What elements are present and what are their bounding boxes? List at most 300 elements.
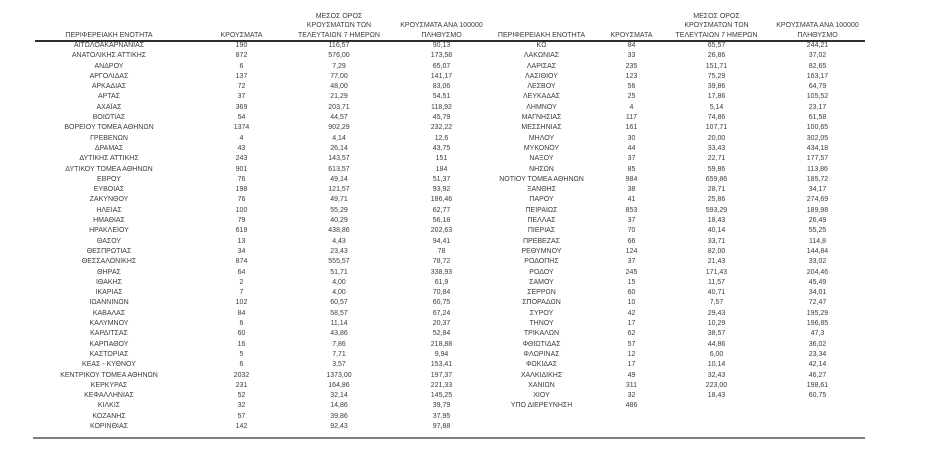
cases-cell: 1374 [233, 124, 250, 132]
cases-cell: 37 [627, 258, 636, 266]
per100k-cell: 33,02 [808, 258, 827, 266]
avg7-cell: 74,86 [707, 114, 726, 122]
region-cell: ΝΟΤΙΟΥ ΤΟΜΕΑ ΑΘΗΝΩΝ [499, 175, 584, 183]
cases-cell: 42 [627, 309, 636, 317]
per100k-cell: 65,07 [432, 62, 451, 70]
region-cell: ΤΡΙΚΑΛΩΝ [523, 330, 560, 338]
avg7-cell: 116,57 [328, 42, 350, 49]
region-cell: ΚΕΦΑΛΛΗΝΙΑΣ [84, 392, 134, 400]
avg7-cell: 49,71 [330, 196, 348, 204]
per100k-cell: 90,13 [432, 42, 451, 49]
per100k-cell: 82,65 [808, 62, 827, 70]
avg7-cell: 39,86 [330, 412, 348, 420]
region-cell: ΜΥΚΟΝΟΥ [523, 144, 560, 152]
header-avg7-line2: ΚΡΟΥΣΜΑΤΩΝ ΤΩΝ [306, 22, 372, 29]
per100k-cell: 54,51 [432, 93, 451, 101]
per100k-cell: 274,69 [806, 196, 829, 204]
region-cell: ΗΛΕΙΑΣ [96, 206, 122, 214]
per100k-cell [769, 412, 866, 422]
avg7-cell: 58,57 [330, 309, 348, 317]
avg7-cell [664, 412, 769, 422]
region-cell: ΑΝΔΡΟΥ [94, 62, 124, 70]
region-cell: ΘΕΣΠΡΩΤΙΑΣ [86, 247, 132, 255]
region-cell: ΛΕΣΒΟΥ [527, 83, 556, 91]
table-row [14, 381, 866, 391]
avg7-cell: 92,43 [330, 422, 348, 430]
cases-cell: 198 [235, 186, 248, 194]
per100k-cell: 26,49 [808, 217, 827, 225]
cases-cell [599, 422, 664, 432]
avg7-cell: 40,29 [330, 217, 348, 225]
per100k-cell: 72,47 [808, 299, 827, 307]
per100k-cell: 197,37 [430, 371, 453, 379]
cases-cell: 124 [625, 247, 638, 255]
avg7-cell: 32,14 [330, 392, 348, 400]
cases-cell: 311 [625, 381, 638, 389]
per100k-cell: 9,94 [434, 350, 449, 358]
avg7-cell: 14,86 [330, 402, 348, 410]
header-avg7-line3: ΤΕΛΕΥΤΑΙΩΝ 7 ΗΜΕΡΩΝ [675, 31, 758, 39]
per100k-cell: 189,98 [806, 206, 829, 214]
cases-cell: 72 [237, 83, 246, 91]
cases-cell: 243 [235, 155, 248, 163]
per100k-cell: 45,49 [808, 278, 827, 286]
per100k-cell: 70,84 [432, 289, 451, 297]
avg7-cell: 438,86 [328, 227, 350, 235]
avg7-cell: 49,14 [330, 175, 348, 183]
region-cell: ΡΕΘΥΜΝΟΥ [521, 247, 562, 255]
region-cell: ΒΟΙΩΤΙΑΣ [92, 114, 126, 122]
cases-cell: 32 [237, 402, 246, 410]
region-cell: ΛΕΥΚΑΔΑΣ [522, 93, 561, 101]
avg7-cell: 171,43 [705, 268, 728, 276]
avg7-cell: 38,57 [707, 330, 726, 338]
cases-cell: 84 [237, 309, 246, 317]
region-cell: ΔΥΤΙΚΟΥ ΤΟΜΕΑ ΑΘΗΝΩΝ [65, 165, 153, 173]
table-row [14, 298, 866, 308]
avg7-cell: 902,29 [328, 124, 350, 132]
per100k-cell: 12,6 [434, 134, 449, 142]
cases-cell: 100 [235, 206, 248, 214]
region-cell: ΦΛΩΡΙΝΑΣ [523, 350, 560, 358]
avg7-cell: 613,57 [328, 165, 350, 173]
region-cell: ΚΩ [536, 42, 547, 49]
cases-cell: 37 [237, 93, 246, 101]
region-cell [484, 422, 599, 432]
cases-cell: 4 [629, 103, 634, 111]
cases-cell: 853 [625, 206, 638, 214]
region-cell: ΣΥΡΟΥ [529, 309, 554, 317]
avg7-cell: 4,43 [332, 237, 346, 245]
cases-cell: 41 [627, 196, 636, 204]
avg7-cell: 40,14 [707, 227, 726, 235]
cases-cell: 76 [237, 196, 246, 204]
per100k-cell: 163,17 [806, 72, 829, 80]
table-row [14, 350, 866, 360]
region-cell: ΚΑΛΥΜΝΟΥ [89, 320, 129, 328]
cases-cell: 76 [237, 175, 246, 183]
per100k-cell: 177,57 [806, 155, 829, 163]
per100k-cell: 202,63 [430, 227, 453, 235]
avg7-cell: 4,14 [332, 134, 346, 142]
per100k-cell: 60,75 [432, 299, 451, 307]
region-cell: ΠΕΙΡΑΙΩΣ [525, 206, 558, 214]
avg7-cell: 3,57 [332, 361, 346, 369]
region-cell: ΤΗΝΟΥ [529, 320, 554, 328]
cases-cell: 49 [627, 371, 636, 379]
per100k-cell: 45,79 [432, 114, 451, 122]
avg7-cell: 75,29 [707, 72, 726, 80]
per100k-cell: 61,9 [434, 278, 449, 286]
region-cell: ΑΡΓΟΛΙΔΑΣ [89, 72, 129, 80]
cases-cell: 17 [627, 361, 636, 369]
avg7-cell: 21,43 [707, 258, 726, 266]
cases-cell: 37 [627, 155, 636, 163]
per100k-cell [769, 401, 866, 411]
avg7-cell: 60,57 [330, 299, 348, 307]
header-avg7-line3: ΤΕΛΕΥΤΑΙΩΝ 7 ΗΜΕΡΩΝ [298, 31, 380, 39]
per100k-cell: 23,34 [808, 350, 827, 358]
table-row [14, 237, 866, 247]
cases-cell: 43 [237, 144, 246, 152]
region-cell: ΗΡΑΚΛΕΙΟΥ [89, 227, 129, 235]
per100k-cell: 60,75 [808, 392, 827, 400]
per100k-cell: 39,79 [432, 402, 451, 410]
cases-cell: 369 [235, 103, 248, 111]
avg7-cell: 11,57 [708, 278, 725, 286]
region-cell: ΚΕΑΣ - ΚΥΘΝΟΥ [82, 361, 136, 369]
cases-cell: 486 [625, 402, 638, 410]
table-row [14, 401, 866, 411]
avg7-cell: 65,57 [707, 42, 726, 49]
per100k-cell: 198,61 [806, 381, 829, 389]
avg7-cell: 5,14 [709, 103, 724, 111]
region-cell: ΜΕΣΣΗΝΙΑΣ [521, 124, 562, 132]
region-cell: ΚΑΣΤΟΡΙΑΣ [89, 350, 129, 358]
per100k-cell: 83,06 [432, 83, 451, 91]
avg7-cell: 164,86 [328, 381, 350, 389]
avg7-cell: 51,71 [330, 268, 348, 276]
avg7-cell: 25,86 [707, 196, 726, 204]
header-region-right [484, 8, 599, 41]
per100k-cell [769, 422, 866, 432]
region-cell: ΚΑΒΑΛΑΣ [92, 309, 126, 317]
header-avg7-line1: ΜΕΣΟΣ ΟΡΟΣ [693, 12, 740, 20]
region-cell: ΞΑΝΘΗΣ [526, 186, 557, 194]
cases-cell: 12 [627, 350, 636, 358]
region-cell: ΠΕΛΛΑΣ [527, 217, 556, 225]
region-cell: ΣΠΟΡΑΔΩΝ [522, 299, 561, 307]
avg7-cell: 33,43 [707, 144, 726, 152]
avg7-cell: 203,71 [328, 103, 350, 111]
avg7-cell: 7,71 [332, 350, 346, 358]
region-cell: ΠΑΡΟΥ [529, 196, 554, 204]
per100k-cell: 244,21 [806, 42, 829, 49]
table-row [14, 247, 866, 257]
table-row [14, 175, 866, 185]
region-cell: ΚΟΖΑΝΗΣ [92, 412, 126, 420]
avg7-cell: 555,57 [328, 258, 350, 266]
avg7-cell: 7,29 [332, 62, 346, 70]
table-row [14, 340, 866, 350]
cases-cell: 32 [627, 392, 636, 400]
cases-cell: 190 [235, 42, 248, 49]
cases-cell: 44 [627, 144, 636, 152]
cases-cell: 142 [235, 422, 248, 430]
header-cases-left [204, 8, 279, 41]
avg7-cell: 29,43 [707, 309, 726, 317]
header-region-label: ΠΕΡΙΦΕΡΕΙΑΚΗ ΕΝΟΤΗΤΑ [497, 31, 586, 39]
table-row [14, 216, 866, 226]
region-cell: ΙΚΑΡΙΑΣ [95, 289, 123, 297]
region-cell: ΑΡΤΑΣ [97, 93, 121, 101]
per100k-cell: 34,01 [808, 289, 827, 297]
table-row [14, 257, 866, 267]
region-cell: ΝΗΣΩΝ [529, 165, 554, 173]
table-row [14, 391, 866, 401]
avg7-cell: 40,71 [707, 289, 726, 297]
cases-cell: 85 [627, 165, 636, 173]
region-cell: ΓΡΕΒΕΝΩΝ [90, 134, 128, 142]
table-row [14, 309, 866, 319]
header-per100k-line2: ΠΛΗΘΥΣΜΟ [421, 31, 462, 39]
region-cell: ΑΝΑΤΟΛΙΚΗΣ ΑΤΤΙΚΗΣ [71, 52, 147, 60]
cases-cell: 56 [627, 83, 636, 91]
region-cell: ΛΗΜΝΟΥ [526, 103, 557, 111]
per100k-cell: 23,17 [808, 103, 827, 111]
avg7-cell: 7,86 [332, 340, 346, 348]
header-per100k-left [399, 8, 484, 41]
region-cell: ΑΙΤΩΛΟΑΚΑΡΝΑΝΙΑΣ [73, 42, 145, 49]
avg7-cell: 48,00 [330, 83, 348, 91]
avg7-cell: 6,00 [709, 350, 724, 358]
avg7-cell: 77,00 [330, 72, 348, 80]
per100k-cell: 78,72 [432, 258, 451, 266]
avg7-cell: 59,86 [707, 165, 726, 173]
region-cell: ΜΗΛΟΥ [528, 134, 555, 142]
cases-cell: 984 [625, 175, 638, 183]
avg7-cell: 576,00 [328, 52, 350, 60]
header-avg7-line2: ΚΡΟΥΣΜΑΤΩΝ ΤΩΝ [684, 22, 749, 29]
table-row [14, 92, 866, 102]
cases-cell: 901 [235, 165, 248, 173]
region-cell: ΧΑΛΚΙΔΙΚΗΣ [520, 371, 563, 379]
table-row [14, 278, 866, 288]
header-avg7-left [279, 8, 399, 41]
cases-cell: 60 [237, 330, 246, 338]
region-cell: ΕΥΒΟΙΑΣ [93, 186, 125, 194]
cases-cell: 30 [627, 134, 636, 142]
per100k-cell: 94,41 [432, 237, 451, 245]
table-row [14, 371, 866, 381]
table-row [14, 360, 866, 370]
table-row [14, 62, 866, 72]
table-row [14, 319, 866, 329]
header-region-label: ΠΕΡΙΦΕΡΕΙΑΚΗ ΕΝΟΤΗΤΑ [65, 31, 153, 39]
cases-cell: 117 [625, 114, 638, 122]
header-per100k-right [769, 8, 866, 41]
cases-cell: 2 [239, 278, 244, 286]
table-row [14, 195, 866, 205]
avg7-cell: 107,71 [705, 124, 728, 132]
per100k-cell: 153,41 [430, 361, 453, 369]
table-row [14, 113, 866, 123]
cases-cell: 123 [625, 72, 638, 80]
cases-cell: 38 [627, 186, 636, 194]
header-cases-label: ΚΡΟΥΣΜΑΤΑ [220, 31, 263, 39]
per100k-cell: 221,33 [430, 381, 453, 389]
avg7-cell: 55,29 [330, 206, 348, 214]
avg7-cell: 43,86 [330, 330, 348, 338]
table-row [14, 144, 866, 154]
cases-cell: 52 [237, 392, 246, 400]
cases-cell: 4 [239, 134, 244, 142]
region-cell: ΚΕΝΤΡΙΚΟΥ ΤΟΜΕΑ ΑΘΗΝΩΝ [60, 371, 158, 379]
region-cell: ΔΡΑΜΑΣ [94, 144, 124, 152]
per100k-cell: 114,8 [809, 237, 826, 245]
cases-cell: 84 [627, 42, 636, 49]
cases-cell: 62 [627, 330, 636, 338]
region-cell: ΧΑΝΙΩΝ [528, 381, 555, 389]
avg7-cell: 26,86 [707, 52, 726, 60]
cases-cell: 57 [627, 340, 636, 348]
avg7-cell: 4,00 [332, 278, 346, 286]
per100k-cell: 51,37 [432, 175, 451, 183]
per100k-cell: 93,92 [432, 186, 451, 194]
header-avg7-right [664, 8, 769, 41]
region-cell: ΡΟΔΟΠΗΣ [524, 258, 559, 266]
avg7-cell: 26,14 [330, 144, 348, 152]
cases-cell: 245 [625, 268, 638, 276]
region-cell: ΛΑΣΙΘΙΟΥ [525, 72, 558, 80]
cases-cell: 16 [237, 340, 246, 348]
per100k-cell: 20,37 [432, 320, 451, 328]
cases-cell: 57 [237, 412, 246, 420]
region-cell: ΥΠΟ ΔΙΕΡΕΥΝΗΣΗ [510, 402, 573, 410]
cases-cell: 161 [625, 124, 638, 132]
avg7-cell: 18,43 [707, 392, 726, 400]
region-cell: ΧΙΟΥ [533, 392, 550, 400]
region-cell: ΚΑΡΠΑΘΟΥ [89, 340, 129, 348]
region-cell: ΚΙΛΚΙΣ [97, 402, 121, 410]
per100k-cell: 61,58 [808, 114, 827, 122]
per100k-cell: 141,17 [430, 72, 453, 80]
avg7-cell: 7,57 [709, 299, 724, 307]
avg7-cell: 11,14 [330, 320, 348, 328]
region-cell: ΘΑΣΟΥ [96, 237, 122, 245]
avg7-cell: 223,00 [705, 381, 728, 389]
per100k-cell: 34,17 [808, 186, 827, 194]
region-cell: ΙΩΑΝΝΙΝΩΝ [89, 299, 129, 307]
cases-cell: 10 [627, 299, 636, 307]
cases-cell: 13 [237, 237, 246, 245]
avg7-cell: 28,71 [707, 186, 726, 194]
cases-cell: 619 [235, 227, 248, 235]
per100k-cell: 302,05 [806, 134, 829, 142]
per100k-cell: 232,22 [430, 124, 453, 132]
per100k-cell: 64,79 [808, 83, 827, 91]
cases-cell: 235 [625, 62, 638, 70]
per100k-cell: 43,75 [432, 144, 451, 152]
table-row [14, 422, 866, 432]
per100k-cell: 195,29 [806, 309, 829, 317]
header-per100k-line1: ΚΡΟΥΣΜΑΤΑ ΑΝΑ 100000 [400, 22, 483, 29]
table-row [14, 165, 866, 175]
per100k-cell: 144,84 [806, 247, 829, 255]
region-cell: ΠΡΕΒΕΖΑΣ [522, 237, 560, 245]
cases-cell: 872 [235, 52, 248, 60]
avg7-cell [664, 422, 769, 432]
avg7-cell: 33,71 [707, 237, 726, 245]
per100k-cell: 36,02 [808, 340, 827, 348]
cases-cell: 17 [627, 320, 636, 328]
regional-cases-table [14, 8, 866, 432]
header-divider-rule [35, 40, 865, 42]
avg7-cell: 10,14 [707, 361, 726, 369]
per100k-cell: 173,58 [430, 52, 453, 60]
region-cell: ΔΥΤΙΚΗΣ ΑΤΤΙΚΗΣ [79, 155, 139, 163]
table-body [14, 41, 866, 432]
cases-cell: 66 [627, 237, 636, 245]
per100k-cell: 105,52 [806, 93, 829, 101]
table-row [14, 154, 866, 164]
avg7-cell: 151,71 [705, 62, 728, 70]
table-row [14, 82, 866, 92]
cases-cell: 60 [627, 289, 636, 297]
cases-cell: 874 [235, 258, 248, 266]
avg7-cell: 44,57 [330, 114, 348, 122]
region-cell: ΦΘΙΩΤΙΔΑΣ [522, 340, 561, 348]
avg7-cell: 121,57 [328, 186, 350, 194]
cases-cell: 137 [235, 72, 248, 80]
per100k-cell: 151 [435, 155, 448, 163]
cases-cell: 70 [627, 227, 636, 235]
per100k-cell: 218,88 [430, 340, 453, 348]
region-cell: ΛΑΡΙΣΑΣ [526, 62, 557, 70]
per100k-cell: 42,14 [808, 361, 827, 369]
avg7-cell: 22,71 [707, 155, 726, 163]
table-row [14, 134, 866, 144]
cases-cell: 64 [237, 268, 246, 276]
cases-cell: 102 [235, 299, 248, 307]
region-cell: ΙΘΑΚΗΣ [96, 278, 122, 286]
table-row [14, 72, 866, 82]
avg7-cell: 18,43 [707, 217, 726, 225]
region-cell: ΣΑΜΟΥ [529, 278, 554, 286]
cases-cell: 34 [237, 247, 246, 255]
avg7-cell: 593,29 [705, 206, 728, 214]
table-row [14, 268, 866, 278]
avg7-cell: 32,43 [707, 371, 726, 379]
avg7-cell: 659,86 [705, 175, 728, 183]
cases-cell: 33 [627, 52, 636, 60]
avg7-cell: 143,57 [328, 155, 350, 163]
per100k-cell: 47,3 [810, 330, 825, 338]
table-row [14, 412, 866, 422]
avg7-cell: 17,86 [707, 93, 726, 101]
cases-cell: 54 [237, 114, 246, 122]
cases-cell: 37 [627, 217, 636, 225]
cases-cell: 7 [239, 289, 244, 297]
avg7-cell: 1373,00 [326, 371, 352, 379]
region-cell: ΝΑΞΟΥ [529, 155, 554, 163]
cases-cell: 6 [239, 320, 244, 328]
header-cases-label: ΚΡΟΥΣΜΑΤΑ [610, 31, 653, 39]
region-cell: ΜΑΓΝΗΣΙΑΣ [521, 114, 562, 122]
per100k-cell: 78 [437, 247, 446, 255]
cases-cell: 79 [237, 217, 246, 225]
header-per100k-line1: ΚΡΟΥΣΜΑΤΑ ΑΝΑ 100000 [776, 22, 859, 29]
